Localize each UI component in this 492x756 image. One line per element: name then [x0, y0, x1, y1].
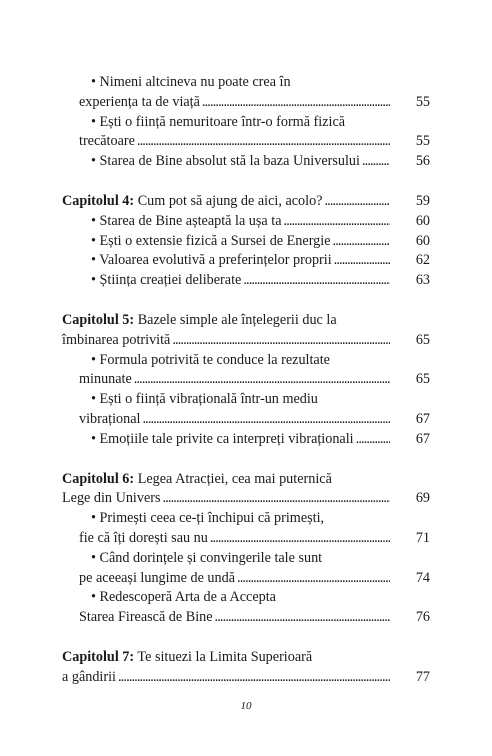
chapter-label: Capitolul 5: [62, 312, 135, 328]
entry-page-number: 56 [415, 153, 430, 170]
entry-title: Starea Firească de Bine [79, 609, 213, 626]
entry-title: • Ești o ființă nemuritoare într-o formă fizică [91, 113, 346, 130]
toc-entry-line [79, 130, 392, 152]
entry-page-number: 67 [415, 411, 430, 427]
toc-entry-line [91, 111, 345, 133]
entry-title: a gândirii [62, 668, 116, 685]
entry-title: • Când dorințele și convingerile tale sunt [91, 549, 323, 566]
entry-title: • Starea de Bine așteaptă la ușa ta [91, 212, 282, 229]
entry-title: • Primești ceea ce-ți închipui că primești, [91, 510, 325, 527]
entry-title: • Redescoperă Arta de a Accepta [91, 589, 276, 606]
entry-page-number: 60 [415, 232, 430, 249]
entry-title: • Ești o ființă vibrațională într-un mediu [91, 391, 318, 408]
dot-leader [210, 527, 390, 549]
toc-entry-line [91, 388, 318, 410]
dot-leader [334, 249, 390, 271]
page-number: 10 [240, 700, 252, 712]
toc-entry-line [79, 368, 392, 390]
entry-page-number: 62 [415, 252, 430, 269]
dot-leader [163, 487, 391, 509]
dot-leader [362, 150, 390, 172]
toc-chapter-line [62, 309, 337, 331]
entry-title: • Emoțiile tale privite ca interpreți vibraționali [91, 430, 354, 447]
entry-page-number: 65 [415, 331, 430, 348]
entry-page-number: 59 [415, 193, 430, 209]
entry-title: • Ești o extensie fizică a Sursei de Energie [91, 232, 331, 249]
entry-title: • Starea de Bine absolut stă la baza Universului [91, 153, 360, 170]
toc-entry-line [91, 249, 392, 271]
entry-title: Lege din Univers [62, 490, 161, 507]
dot-leader [237, 567, 390, 589]
entry-title: Legea Atracției, cea mai puternică [134, 470, 332, 487]
entry-page-number: 74 [415, 569, 430, 586]
chapter-label: Capitolul 4: [62, 193, 135, 209]
entry-page-number: 65 [415, 371, 430, 388]
entry-title: experiența ta de viață [79, 93, 200, 110]
toc-entry-line [91, 230, 392, 252]
toc-entry-line [91, 428, 392, 450]
toc-entry-line [91, 586, 276, 608]
entry-page-number: 67 [415, 430, 430, 447]
toc-entry-line [91, 547, 322, 569]
toc-chapter-line [62, 487, 392, 509]
entry-title: minunate [79, 371, 132, 388]
toc-entry-line [79, 91, 392, 113]
entry-title: pe aceeași lungime de undă [79, 569, 235, 586]
toc-chapter-line [62, 329, 392, 351]
entry-page-number: 60 [415, 212, 430, 229]
dot-leader [172, 329, 390, 351]
dot-leader [202, 91, 390, 113]
entry-title: îmbinarea potrivită [62, 331, 171, 348]
dot-leader [324, 190, 390, 212]
toc-entry-line [91, 150, 392, 172]
entry-title: vibrațional [79, 411, 141, 427]
dot-leader [142, 408, 390, 430]
toc-chapter-line [62, 646, 312, 668]
toc-entry-line [79, 606, 392, 628]
entry-page-number: 63 [415, 272, 430, 289]
dot-leader [243, 269, 390, 291]
entry-page-number: 71 [415, 530, 430, 546]
entry-title: Cum pot să ajung de aici, acolo? [134, 193, 323, 209]
dot-leader [333, 230, 390, 252]
toc-entry-line [91, 349, 330, 371]
dot-leader [284, 210, 390, 232]
entry-page-number: 77 [415, 668, 430, 685]
toc-chapter-line [62, 468, 332, 490]
toc-chapter-line [62, 190, 392, 212]
entry-title: fie că îți dorești sau nu [79, 530, 208, 546]
toc-chapter-line [62, 666, 392, 688]
entry-page-number: 69 [415, 490, 430, 507]
toc-entry-line [79, 408, 392, 430]
entry-title: • Nimeni altcineva nu poate crea în [91, 74, 291, 90]
entry-page-number: 76 [415, 609, 430, 626]
entry-title: Te situezi la Limita Superioară [134, 649, 313, 665]
entry-page-number: 55 [415, 133, 430, 150]
entry-page-number: 55 [415, 93, 430, 110]
dot-leader [134, 368, 390, 390]
toc-entry-line [91, 210, 392, 232]
entry-title: • Știința creației deliberate [91, 272, 242, 289]
entry-title: Bazele simple ale înțelegerii duc la [134, 312, 337, 328]
dot-leader [356, 428, 390, 450]
dot-leader [118, 666, 390, 688]
toc-entry-line [79, 527, 392, 549]
entry-title: • Valoarea evolutivă a preferințelor proprii [91, 252, 332, 269]
toc-entry-line [79, 567, 392, 589]
entry-title: • Formula potrivită te conduce la rezultate [91, 351, 330, 368]
toc-entry-line [91, 269, 392, 291]
dot-leader [137, 130, 390, 152]
chapter-label: Capitolul 7: [62, 649, 135, 665]
entry-title: trecătoare [79, 133, 135, 150]
chapter-label: Capitolul 6: [62, 470, 135, 487]
toc-entry-line [91, 71, 291, 93]
dot-leader [215, 606, 390, 628]
toc-entry-line [91, 507, 324, 529]
